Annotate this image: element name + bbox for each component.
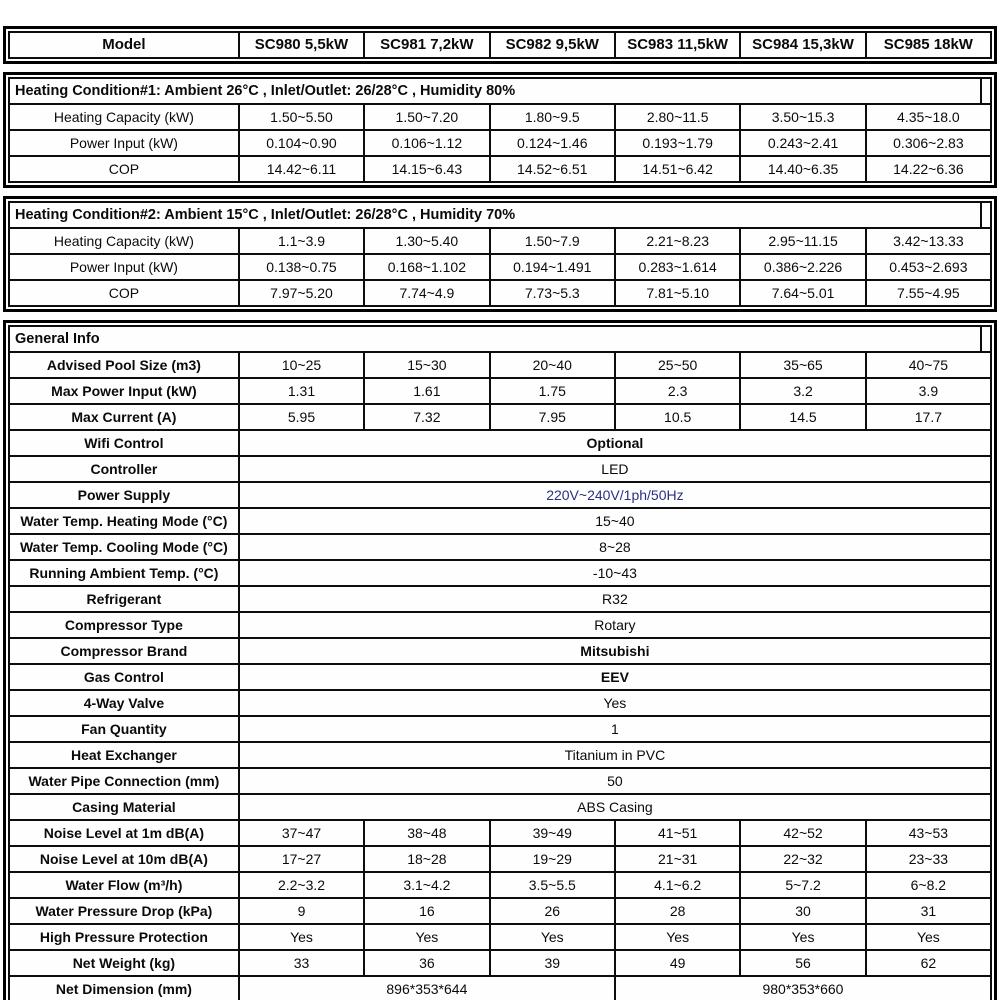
spec-value-cell: 39 xyxy=(490,950,615,976)
spec-value-cell: 26 xyxy=(490,898,615,924)
spec-value-cell-merged: Rotary xyxy=(239,612,991,638)
section-title-row xyxy=(9,326,991,352)
spec-value-cell: 25~50 xyxy=(615,352,740,378)
spec-row xyxy=(9,404,991,430)
spec-row xyxy=(9,690,991,716)
spec-value-cell: 1.61 xyxy=(364,378,489,404)
spec-value-cell: 49 xyxy=(615,950,740,976)
spec-value-cell: 2.2~3.2 xyxy=(239,872,364,898)
model-label-cell: Model xyxy=(9,32,239,58)
spec-value-cell: 10.5 xyxy=(615,404,740,430)
spec-value-cell: 1.30~5.40 xyxy=(364,228,489,254)
spec-value-cell: 14.52~6.51 xyxy=(490,156,615,182)
spec-value-cell: 3.5~5.5 xyxy=(490,872,615,898)
spec-label-cell: COP xyxy=(9,156,239,182)
spec-value-cell: 7.74~4.9 xyxy=(364,280,489,306)
section-block-3 xyxy=(3,320,997,1000)
section-table-3 xyxy=(8,325,992,1000)
section-title: Heating Condition#2: Ambient 15°C , Inlet/Outlet: 26/28°C , Humidity 70% xyxy=(9,202,981,228)
spec-value-cell: Yes xyxy=(740,924,865,950)
spec-value-cell: 18~28 xyxy=(364,846,489,872)
spec-label-cell: Casing Material xyxy=(9,794,239,820)
spec-value-cell: 0.138~0.75 xyxy=(239,254,364,280)
spec-value-cell: 2.80~11.5 xyxy=(615,104,740,130)
spec-row xyxy=(9,638,991,664)
section-title-stub-cell xyxy=(981,202,991,228)
spec-value-cell: Yes xyxy=(364,924,489,950)
section-title: General Info xyxy=(9,326,981,352)
spec-row xyxy=(9,664,991,690)
spec-row xyxy=(9,716,991,742)
spec-value-cell: 0.306~2.83 xyxy=(866,130,991,156)
spec-value-cell: 0.194~1.491 xyxy=(490,254,615,280)
spec-value-cell: 21~31 xyxy=(615,846,740,872)
spec-label-cell: Compressor Type xyxy=(9,612,239,638)
spec-value-cell: 3.1~4.2 xyxy=(364,872,489,898)
spec-value-cell-merged: Optional xyxy=(239,430,991,456)
spec-value-cell: 4.1~6.2 xyxy=(615,872,740,898)
section-table-2 xyxy=(8,201,992,307)
spec-row xyxy=(9,898,991,924)
spec-value-cell: 16 xyxy=(364,898,489,924)
spec-value-cell: Yes xyxy=(490,924,615,950)
spec-row xyxy=(9,586,991,612)
spec-value-cell: 17~27 xyxy=(239,846,364,872)
spec-value-cell: 0.193~1.79 xyxy=(615,130,740,156)
spec-value-cell: 28 xyxy=(615,898,740,924)
spec-value-cell: 41~51 xyxy=(615,820,740,846)
spec-label-cell: Fan Quantity xyxy=(9,716,239,742)
spec-value-cell: 7.97~5.20 xyxy=(239,280,364,306)
spec-value-cell: 10~25 xyxy=(239,352,364,378)
spec-value-cell: Yes xyxy=(239,924,364,950)
spec-value-cell: 2.95~11.15 xyxy=(740,228,865,254)
spec-value-cell: 2.21~8.23 xyxy=(615,228,740,254)
spec-label-cell: Heat Exchanger xyxy=(9,742,239,768)
spec-value-cell: 7.73~5.3 xyxy=(490,280,615,306)
spec-label-cell: 4-Way Valve xyxy=(9,690,239,716)
section-table-1 xyxy=(8,77,992,183)
spec-value-cell: 5.95 xyxy=(239,404,364,430)
spec-value-cell: 37~47 xyxy=(239,820,364,846)
spec-row xyxy=(9,846,991,872)
spec-label-cell: Refrigerant xyxy=(9,586,239,612)
spec-value-cell: 35~65 xyxy=(740,352,865,378)
spec-row xyxy=(9,560,991,586)
spec-value-cell-merged: Mitsubishi xyxy=(239,638,991,664)
spec-value-cell: 14.5 xyxy=(740,404,865,430)
section-blocks-container xyxy=(3,72,997,1000)
section-block-1 xyxy=(3,72,997,188)
spec-value-cell: 19~29 xyxy=(490,846,615,872)
spec-value-cell-merged: 8~28 xyxy=(239,534,991,560)
spec-value-cell-merged: 50 xyxy=(239,768,991,794)
spec-value-cell: 36 xyxy=(364,950,489,976)
spec-value-cell: 14.15~6.43 xyxy=(364,156,489,182)
spec-value-cell: 3.9 xyxy=(866,378,991,404)
spec-label-cell: Controller xyxy=(9,456,239,482)
spec-value-cell: 1.31 xyxy=(239,378,364,404)
spec-label-cell: COP xyxy=(9,280,239,306)
spec-value-cell: 5~7.2 xyxy=(740,872,865,898)
section-title-stub-cell xyxy=(981,326,991,352)
spec-value-cell-merged: 1 xyxy=(239,716,991,742)
spec-value-cell: 38~48 xyxy=(364,820,489,846)
spec-row xyxy=(9,104,991,130)
spec-row xyxy=(9,794,991,820)
model-name-cell: SC983 11,5kW xyxy=(615,32,740,58)
spec-row xyxy=(9,872,991,898)
spec-value-cell: 3.2 xyxy=(740,378,865,404)
spec-value-cell: 3.50~15.3 xyxy=(740,104,865,130)
spec-label-cell: Power Input (kW) xyxy=(9,254,239,280)
spec-value-cell-left-group: 896*353*644 xyxy=(239,976,615,1000)
spec-label-cell: Max Current (A) xyxy=(9,404,239,430)
spec-value-cell: 22~32 xyxy=(740,846,865,872)
spec-label-cell: Wifi Control xyxy=(9,430,239,456)
spec-label-cell: Water Temp. Cooling Mode (°C) xyxy=(9,534,239,560)
spec-value-cell: 40~75 xyxy=(866,352,991,378)
section-title-stub-cell xyxy=(981,78,991,104)
spec-label-cell: Power Supply xyxy=(9,482,239,508)
spec-value-cell: 30 xyxy=(740,898,865,924)
spec-row xyxy=(9,820,991,846)
spec-value-cell: 0.243~2.41 xyxy=(740,130,865,156)
spec-label-cell: Power Input (kW) xyxy=(9,130,239,156)
spec-value-cell-merged: -10~43 xyxy=(239,560,991,586)
spec-value-cell: 2.3 xyxy=(615,378,740,404)
spec-value-cell: 0.453~2.693 xyxy=(866,254,991,280)
spec-label-cell: Noise Level at 10m dB(A) xyxy=(9,846,239,872)
spec-row xyxy=(9,612,991,638)
section-title-row xyxy=(9,78,991,104)
spec-value-cell: 17.7 xyxy=(866,404,991,430)
spec-value-cell: 15~30 xyxy=(364,352,489,378)
section-title-row xyxy=(9,202,991,228)
model-name-cell: SC981 7,2kW xyxy=(364,32,489,58)
spec-value-cell: 4.35~18.0 xyxy=(866,104,991,130)
model-header-block xyxy=(3,26,997,64)
spec-row xyxy=(9,254,991,280)
spec-label-cell: Running Ambient Temp. (°C) xyxy=(9,560,239,586)
spec-value-cell: 1.1~3.9 xyxy=(239,228,364,254)
spec-row xyxy=(9,280,991,306)
spec-value-cell: Yes xyxy=(615,924,740,950)
spec-label-cell: Water Pipe Connection (mm) xyxy=(9,768,239,794)
spec-label-cell: High Pressure Protection xyxy=(9,924,239,950)
spec-value-cell: 3.42~13.33 xyxy=(866,228,991,254)
spec-label-cell: Heating Capacity (kW) xyxy=(9,104,239,130)
spec-row xyxy=(9,508,991,534)
spec-label-cell: Net Dimension (mm) xyxy=(9,976,239,1000)
spec-value-cell-merged: LED xyxy=(239,456,991,482)
spec-value-cell: 7.32 xyxy=(364,404,489,430)
spec-value-cell-merged: EEV xyxy=(239,664,991,690)
spec-value-cell: 1.50~7.20 xyxy=(364,104,489,130)
spec-value-cell: 0.104~0.90 xyxy=(239,130,364,156)
spec-row xyxy=(9,742,991,768)
spec-row xyxy=(9,534,991,560)
spec-label-cell: Water Pressure Drop (kPa) xyxy=(9,898,239,924)
spec-value-cell: 7.64~5.01 xyxy=(740,280,865,306)
spec-value-cell-merged: 220V~240V/1ph/50Hz xyxy=(239,482,991,508)
spec-value-cell: 7.95 xyxy=(490,404,615,430)
spec-value-cell: 42~52 xyxy=(740,820,865,846)
spec-value-cell: 0.386~2.226 xyxy=(740,254,865,280)
spec-row xyxy=(9,456,991,482)
spec-value-cell: 0.106~1.12 xyxy=(364,130,489,156)
spec-value-cell: 1.50~7.9 xyxy=(490,228,615,254)
model-name-cell: SC980 5,5kW xyxy=(239,32,364,58)
spec-value-cell-merged: ABS Casing xyxy=(239,794,991,820)
spec-value-cell: 7.55~4.95 xyxy=(866,280,991,306)
spec-row xyxy=(9,378,991,404)
spec-value-cell: 56 xyxy=(740,950,865,976)
section-title: Heating Condition#1: Ambient 26°C , Inlet/Outlet: 26/28°C , Humidity 80% xyxy=(9,78,981,104)
spec-value-cell: 14.42~6.11 xyxy=(239,156,364,182)
spec-row xyxy=(9,430,991,456)
spec-row xyxy=(9,228,991,254)
spec-value-cell: 31 xyxy=(866,898,991,924)
model-name-cell: SC984 15,3kW xyxy=(740,32,865,58)
section-block-2 xyxy=(3,196,997,312)
spec-value-cell: 0.124~1.46 xyxy=(490,130,615,156)
spec-row xyxy=(9,352,991,378)
spec-value-cell: 1.80~9.5 xyxy=(490,104,615,130)
spec-value-cell: 0.168~1.102 xyxy=(364,254,489,280)
spec-label-cell: Net Weight (kg) xyxy=(9,950,239,976)
spec-row xyxy=(9,976,991,1000)
spec-value-cell-right-group: 980*353*660 xyxy=(615,976,991,1000)
spec-label-cell: Noise Level at 1m dB(A) xyxy=(9,820,239,846)
model-name-cell: SC985 18kW xyxy=(866,32,991,58)
spec-value-cell: 14.40~6.35 xyxy=(740,156,865,182)
spec-row xyxy=(9,156,991,182)
spec-row xyxy=(9,924,991,950)
spec-value-cell: 6~8.2 xyxy=(866,872,991,898)
spec-row xyxy=(9,768,991,794)
spec-value-cell: 14.51~6.42 xyxy=(615,156,740,182)
spec-row xyxy=(9,950,991,976)
spec-value-cell: 23~33 xyxy=(866,846,991,872)
model-header-row xyxy=(9,32,991,58)
spec-value-cell: 39~49 xyxy=(490,820,615,846)
spec-label-cell: Advised Pool Size (m3) xyxy=(9,352,239,378)
spec-label-cell: Heating Capacity (kW) xyxy=(9,228,239,254)
spec-value-cell: 0.283~1.614 xyxy=(615,254,740,280)
spec-value-cell-merged: R32 xyxy=(239,586,991,612)
spec-value-cell-merged: 15~40 xyxy=(239,508,991,534)
spec-value-cell: 9 xyxy=(239,898,364,924)
spec-row xyxy=(9,482,991,508)
spec-value-cell-merged: Titanium in PVC xyxy=(239,742,991,768)
spec-label-cell: Compressor Brand xyxy=(9,638,239,664)
spec-value-cell: 43~53 xyxy=(866,820,991,846)
spec-value-cell: 7.81~5.10 xyxy=(615,280,740,306)
spec-label-cell: Water Flow (m³/h) xyxy=(9,872,239,898)
spec-label-cell: Max Power Input (kW) xyxy=(9,378,239,404)
spec-value-cell: 33 xyxy=(239,950,364,976)
model-header-table xyxy=(8,31,992,59)
model-name-cell: SC982 9,5kW xyxy=(490,32,615,58)
spec-row xyxy=(9,130,991,156)
spec-value-cell-merged: Yes xyxy=(239,690,991,716)
spec-value-cell: 20~40 xyxy=(490,352,615,378)
spec-value-cell: 62 xyxy=(866,950,991,976)
spec-value-cell: 1.75 xyxy=(490,378,615,404)
spec-value-cell: Yes xyxy=(866,924,991,950)
spec-value-cell: 1.50~5.50 xyxy=(239,104,364,130)
spec-value-cell: 14.22~6.36 xyxy=(866,156,991,182)
spec-label-cell: Gas Control xyxy=(9,664,239,690)
spec-label-cell: Water Temp. Heating Mode (°C) xyxy=(9,508,239,534)
